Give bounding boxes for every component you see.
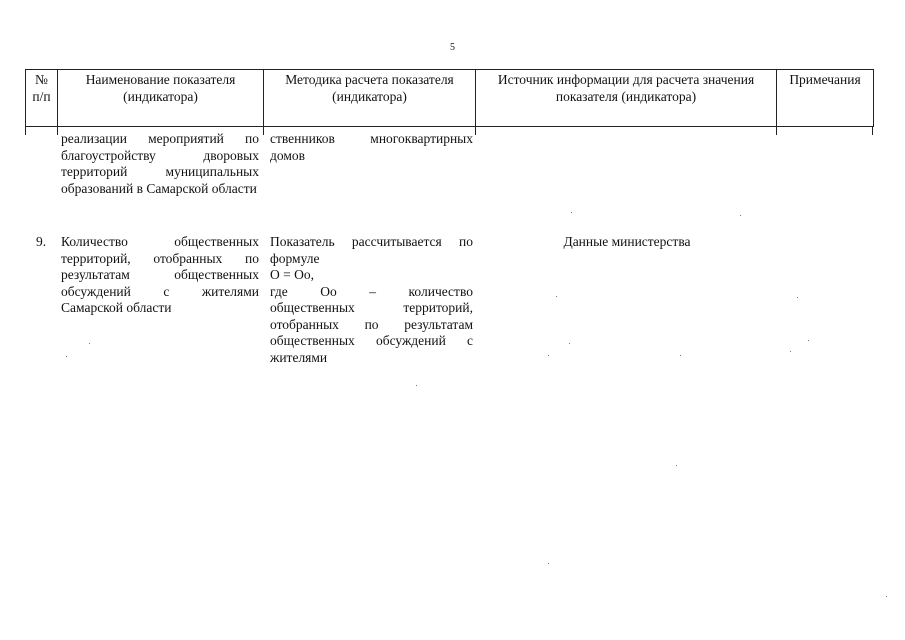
header-notes: Примечания	[777, 70, 874, 127]
scan-speck	[676, 465, 677, 466]
scan-speck	[740, 215, 741, 216]
scan-speck	[89, 343, 90, 344]
header-calculation-method: Методика расчета показателя (индикатора)	[264, 70, 476, 127]
indicator-table-header	[25, 69, 874, 127]
column-divider	[776, 126, 777, 135]
scan-speck	[548, 355, 549, 356]
column-divider	[25, 126, 26, 135]
scan-speck	[569, 343, 570, 344]
scan-speck	[416, 385, 417, 386]
scan-speck	[571, 212, 572, 213]
column-divider	[475, 126, 476, 135]
continued-calculation-method: ственников многоквартирных домов	[270, 131, 473, 163]
scan-speck	[548, 563, 549, 564]
row-number: 9.	[36, 234, 47, 249]
column-divider	[263, 126, 264, 135]
indicator-name: Количество общественных территорий, отобранных по результатам общественных обсуждений с жителями Самарской области	[61, 234, 259, 315]
continued-indicator-name: реализации мероприятий по благоустройству дворовых территорий муниципальных образований в Самарской области	[61, 131, 259, 196]
page-number: 5	[450, 42, 455, 53]
scan-speck	[556, 296, 557, 297]
column-divider	[57, 126, 58, 135]
scan-speck	[797, 297, 798, 298]
scan-speck	[680, 355, 681, 356]
scan-speck	[808, 340, 809, 341]
method-definition: где Оо – количество общественных территорий, отобранных по результатам общественных обсуждений с жителями	[270, 283, 473, 365]
header-information-source: Источник информации для расчета значения показателя (индикатора)	[476, 70, 777, 127]
method-intro: Показатель рассчитывается по формуле	[270, 234, 473, 266]
scan-speck	[886, 596, 887, 597]
header-num: № п/п	[26, 70, 58, 127]
column-divider	[872, 126, 873, 135]
scan-speck	[66, 356, 67, 357]
method-formula: О = Оо,	[270, 267, 314, 282]
header-indicator-name: Наименование показателя (индикатора)	[58, 70, 264, 127]
scan-speck	[790, 351, 791, 352]
calculation-method	[270, 234, 473, 366]
information-source: Данные министерства	[563, 234, 691, 249]
